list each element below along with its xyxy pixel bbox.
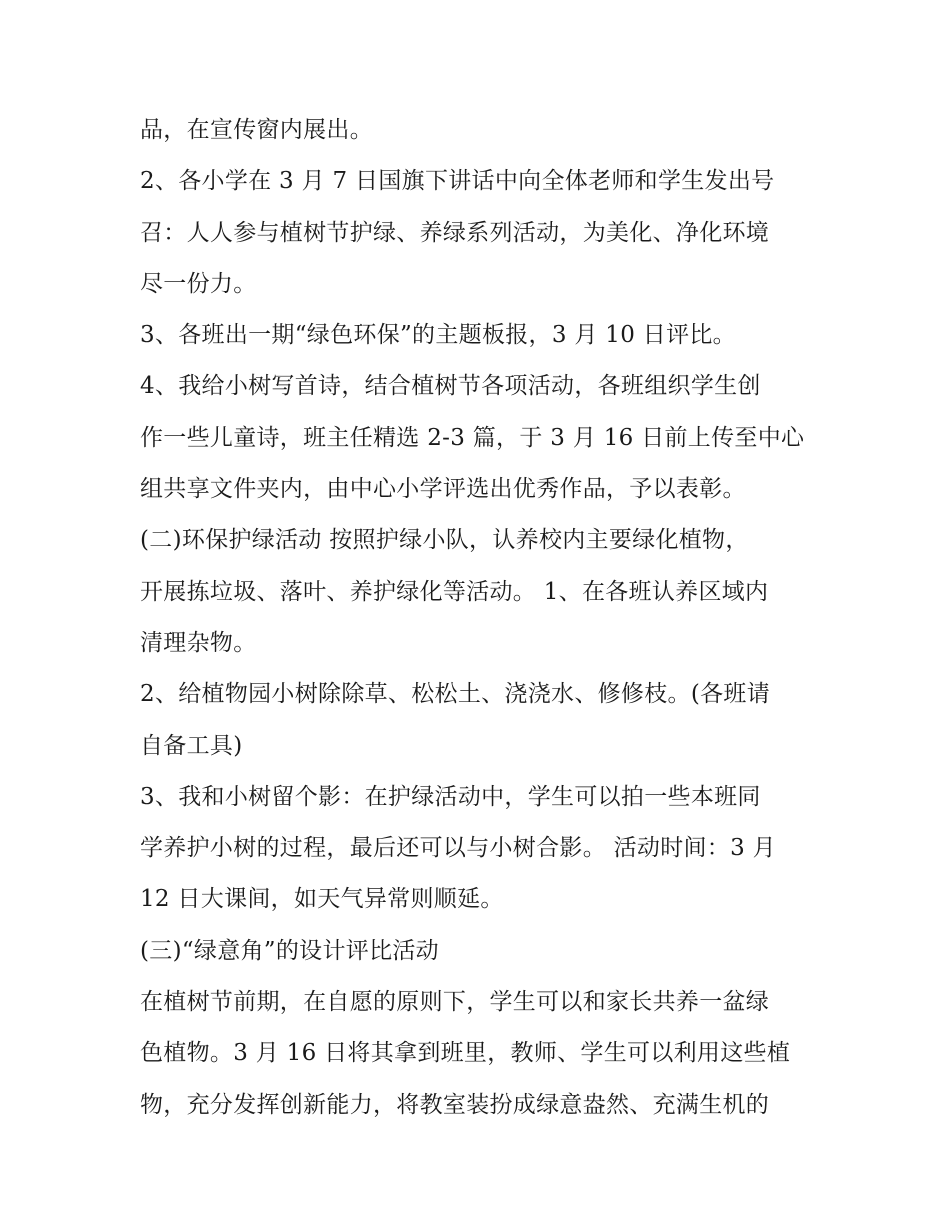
text-line: 3、各班出一期“绿色环保”的主题板报，3 月 10 日评比。 [140, 322, 736, 349]
text-line: 2、给植物园小树除除草、松松土、浇浇水、修修枝。(各班请 [140, 681, 771, 708]
text-line: 4、我给小树写首诗，结合植树节各项活动，各班组织学生创 [140, 373, 761, 400]
document-body [140, 105, 820, 1131]
text-line: 物，充分发挥创新能力，将教室装扮成绿意盎然、充满生机的 [140, 1091, 770, 1118]
text-line: 在植树节前期，在自愿的原则下，学生可以和家长共养一盆绿 [140, 989, 770, 1016]
text-line: 3、我和小树留个影：在护绿活动中，学生可以拍一些本班同 [140, 783, 761, 810]
section-heading-line: (二)环保护绿活动 按照护绿小队，认养校内主要绿化植物， [140, 527, 749, 554]
text-line: 组共享文件夹内，由中心小学评选出优秀作品，予以表彰。 [140, 476, 746, 503]
text-line: 品，在宣传窗内展出。 [140, 117, 373, 143]
text-line: 学养护小树的过程，最后还可以与小树合影。 活动时间：3 月 [140, 835, 776, 862]
text-line: 尽一份力。 [140, 270, 257, 297]
text-line: 色植物。3 月 16 日将其拿到班里，教师、学生可以利用这些植 [140, 1040, 791, 1067]
text-line: 作一些儿童诗，班主任精选 2-3 篇，于 3 月 16 日前上传至中心 [140, 424, 805, 451]
text-line: 2、各小学在 3 月 7 日国旗下讲话中向全体老师和学生发出号 [140, 168, 775, 195]
text-line: 清理杂物。 [140, 629, 257, 656]
text-line: 12 日大课间，如天气异常则顺延。 [140, 886, 504, 913]
text-line: 召：人人参与植树节护绿、养绿系列活动，为美化、净化环境 [140, 219, 770, 246]
text-line: 开展拣垃圾、落叶、养护绿化等活动。 1、在各班认养区域内 [140, 578, 769, 605]
section-heading-line: (三)“绿意角”的设计评比活动 [140, 937, 439, 964]
text-line: 自备工具) [140, 732, 243, 759]
